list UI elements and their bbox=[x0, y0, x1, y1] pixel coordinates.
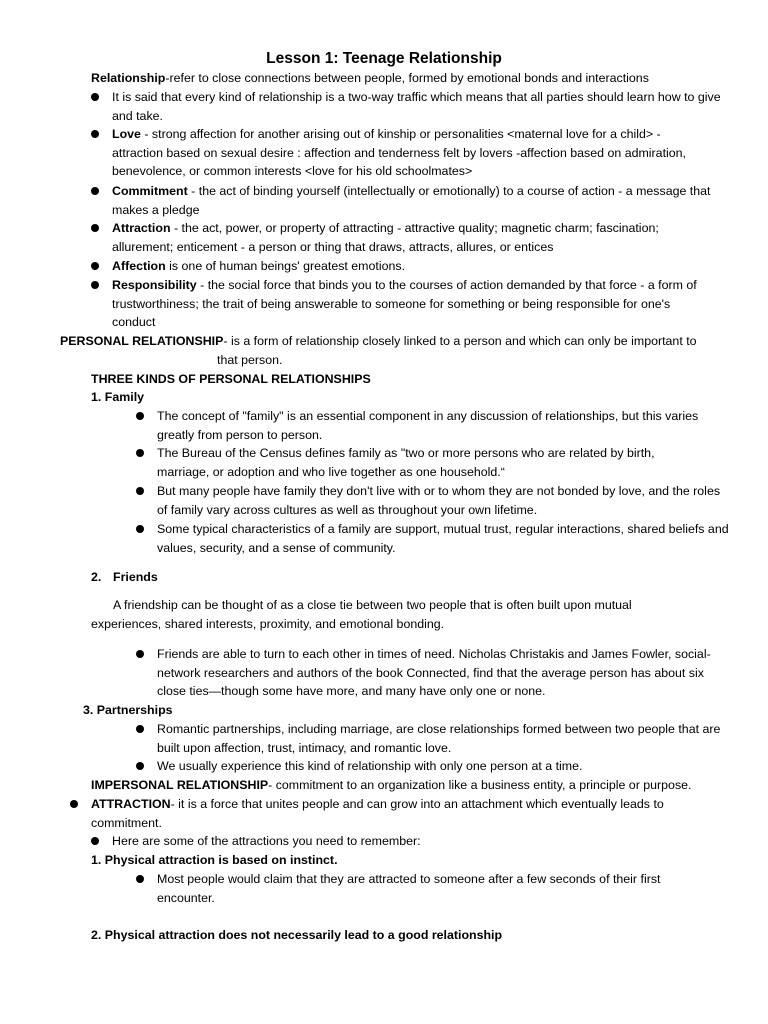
friends-number: 2. bbox=[91, 570, 102, 584]
physical-attraction-instinct-heading: 1. Physical attraction is based on instinct. bbox=[91, 853, 338, 867]
attractions-intro: Here are some of the attractions you need to remember: bbox=[112, 832, 612, 851]
friends-bullet: Friends are able to turn to each other in times of need. Nicholas Christakis and James Fowler, social-network researchers and authors of the book Connected, find that the average person has about six close ties—though some have more, and many have only one or none. bbox=[157, 645, 729, 701]
term-attraction: Attraction bbox=[112, 221, 171, 235]
family-bullet-concept: The concept of "family" is an essential component in any discussion of relationships, but this varies greatly from person to person. bbox=[157, 407, 729, 444]
physical-attraction-relationship-heading: 2. Physical attraction does not necessarily lead to a good relationship bbox=[91, 928, 503, 942]
bullet-love: Love - strong affection for another arising out of kinship or personalities <maternal love for a child> - attraction based on sexual desire : affection and tenderness felt by lovers -affection based on admiration, benevolence, or common interests <love for his old schoolmates> bbox=[112, 125, 712, 181]
bullet-affection: Affection is one of human beings' greatest emotions. bbox=[112, 257, 712, 276]
friends-heading: Friends bbox=[113, 570, 158, 584]
attraction-definition: ATTRACTION- it is a force that unites people and can grow into an attachment which eventually leads to commitment. bbox=[91, 795, 691, 832]
term-responsibility: Responsibility bbox=[112, 278, 197, 292]
term-commitment: Commitment bbox=[112, 184, 188, 198]
term-impersonal-relationship: IMPERSONAL RELATIONSHIP bbox=[91, 778, 269, 792]
family-bullet-characteristics: Some typical characteristics of a family are support, mutual trust, regular interactions, shared beliefs and values, security, and a sense of community. bbox=[157, 520, 729, 557]
three-kinds-heading: THREE KINDS OF PERSONAL RELATIONSHIPS bbox=[91, 372, 371, 386]
partnerships-bullet-romantic: Romantic partnerships, including marriage, are close relationships formed between two people that are built upon affection, trust, intimacy, and romantic love. bbox=[157, 720, 729, 757]
page-title: Lesson 1: Teenage Relationship bbox=[266, 50, 502, 67]
term-personal-relationship: PERSONAL RELATIONSHIP bbox=[60, 334, 224, 348]
personal-relationship-continuation: that person. bbox=[217, 353, 283, 367]
family-bullet-census: The Bureau of the Census defines family as "two or more persons who are related by birth, marriage, or adoption and who live together as one household.“ bbox=[157, 444, 697, 481]
family-bullet-not-bonded: But many people have family they don't live with or to whom they are not bonded by love, and the roles of family vary across cultures as well as throughout your own lifetime. bbox=[157, 482, 729, 519]
term-attraction-caps: ATTRACTION bbox=[91, 797, 171, 811]
bullet-two-way-traffic: It is said that every kind of relationship is a two-way traffic which means that all parties should learn how to give and take. bbox=[112, 88, 724, 125]
partnerships-heading: 3. Partnerships bbox=[83, 703, 173, 717]
partnerships-bullet-one-person: We usually experience this kind of relationship with only one person at a time. bbox=[157, 757, 729, 776]
term-affection: Affection bbox=[112, 259, 166, 273]
friends-paragraph: A friendship can be thought of as a close tie between two people that is often built upon mutual experiences, shared interests, proximity, and emotional bonding. bbox=[91, 598, 632, 631]
term-relationship: Relationship bbox=[91, 71, 166, 85]
impersonal-relationship-definition: IMPERSONAL RELATIONSHIP- commitment to an organization like a business entity, a principle or purpose. bbox=[91, 778, 692, 792]
bullet-attraction: Attraction - the act, power, or property of attracting - attractive quality; magnetic charm; fascination; allurement; enticement - a person or thing that draws, attracts, allures, or entices bbox=[112, 219, 712, 256]
physical-attraction-instinct-bullet: Most people would claim that they are attracted to someone after a few seconds of their first encounter. bbox=[157, 870, 697, 907]
family-heading: 1. Family bbox=[91, 390, 145, 404]
term-love: Love bbox=[112, 127, 141, 141]
relationship-definition: Relationship-refer to close connections between people, formed by emotional bonds and interactions bbox=[91, 71, 649, 85]
bullet-commitment: Commitment - the act of binding yourself (intellectually or emotionally) to a course of action - a message that makes a pledge bbox=[112, 182, 712, 219]
bullet-responsibility: Responsibility - the social force that binds you to the courses of action demanded by that force - a form of trustworthiness; the trait of being answerable to someone for something or being responsible for one's conduct bbox=[112, 276, 712, 332]
personal-relationship-definition: PERSONAL RELATIONSHIP- is a form of relationship closely linked to a person and which can only be important to bbox=[60, 334, 697, 348]
